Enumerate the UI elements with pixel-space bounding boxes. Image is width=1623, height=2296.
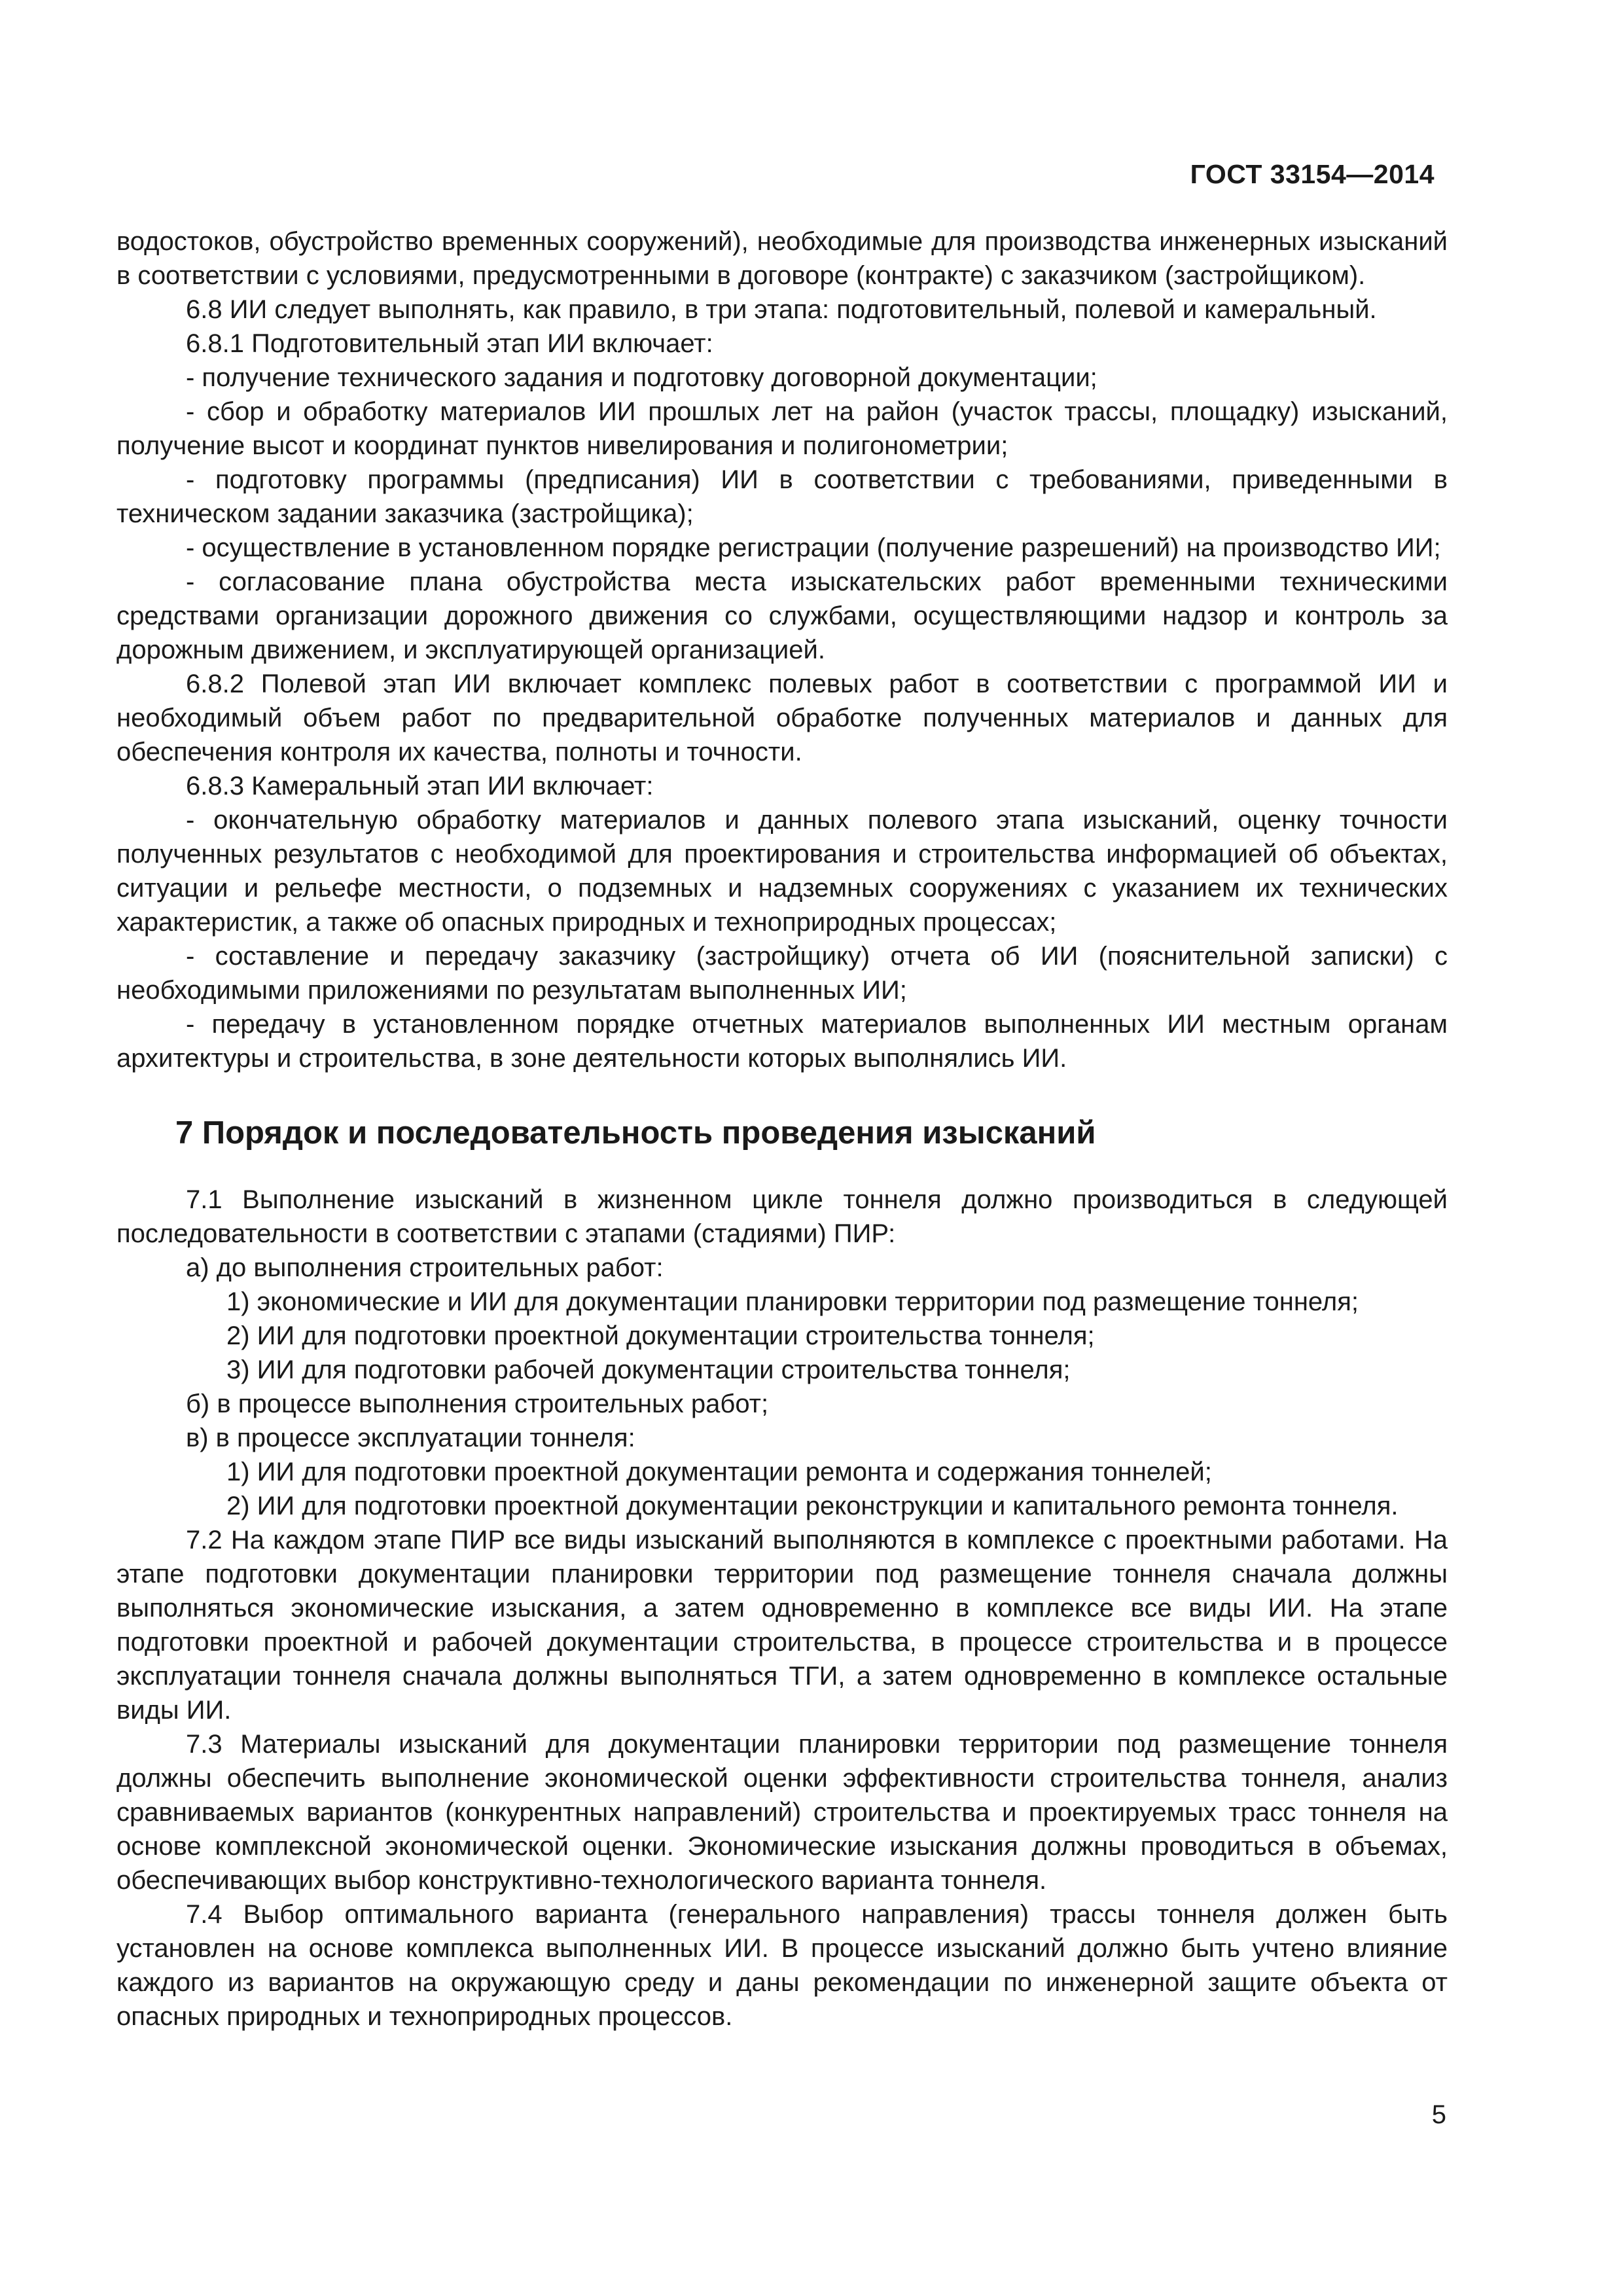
list-item: в) в процессе эксплуатации тоннеля: [186,1424,635,1452]
list-item: 3) ИИ для подготовки рабочей документации строительства тоннеля; [226,1355,1071,1384]
list-item: - согласование плана обустройства места изыскательских работ временными техническими средствами организации дорожного движения со службами, осуществляющими надзор и контроль за дорожным движением, и эксплуатирующей организацией. [116,567,1448,664]
list-item: - подготовку программы (предписания) ИИ в соответствии с требованиями, приведенными в техническом задании заказчика (застройщика); [116,465,1448,528]
paragraph: 6.8.3 Камеральный этап ИИ включает: [186,772,654,800]
section-heading: 7 Порядок и последовательность проведения изысканий [175,1115,1096,1151]
list-item: - получение технического задания и подготовку договорной документации; [186,363,1097,392]
paragraph: 7.3 Материалы изысканий для документации планировки территории под размещение тоннеля должны обеспечить выполнение экономической оценки эффективности строительства тоннеля, анализ сравниваемых вариантов (конкурентных направлений) строительства и проектируемых трасс тоннеля на основе комплексной экономической оценки. Экономические изыскания должны проводиться в объемах, обеспечивающих выбор конструктивно-технологического варианта тоннеля. [116,1730,1448,1895]
standard-code: ГОСТ 33154—2014 [1190,159,1435,189]
paragraph: 6.8.2 Полевой этап ИИ включает комплекс полевых работ в соответствии с программой ИИ и необходимый объем работ по предварительной обработке полученных материалов и данных для обеспечения контроля их качества, полноты и точности. [116,670,1448,766]
paragraph: водостоков, обустройство временных сооружений), необходимые для производства инженерных изысканий в соответствии с условиями, предусмотренными в договоре (контракте) с заказчиком (застройщиком). [116,227,1448,290]
list-item: 1) экономические и ИИ для документации планировки территории под размещение тоннеля; [226,1287,1359,1316]
list-item: б) в процессе выполнения строительных работ; [186,1390,769,1418]
list-item: 1) ИИ для подготовки проектной документации ремонта и содержания тоннелей; [226,1458,1212,1486]
list-item: 2) ИИ для подготовки проектной документации строительства тоннеля; [226,1321,1095,1350]
paragraph: 7.2 На каждом этапе ПИР все виды изысканий выполняются в комплексе с проектными работами. На этапе подготовки документации планировки территории под размещение тоннеля сначала должны выполняться экономические изыскания, а затем одновременно в комплексе все виды ИИ. На этапе подготовки проектной и рабочей документации строительства, в процессе строительства и в процессе эксплуатации тоннеля сначала должны выполняться ТГИ, а затем одновременно в комплексе остальные виды ИИ. [116,1526,1448,1725]
list-item: - осуществление в установленном порядке регистрации (получение разрешений) на производство ИИ; [186,533,1441,562]
list-item: 2) ИИ для подготовки проектной документации реконструкции и капитального ремонта тоннеля. [226,1492,1399,1520]
paragraph: 6.8.1 Подготовительный этап ИИ включает: [186,329,713,358]
page-number: 5 [1431,2100,1446,2129]
list-item: а) до выполнения строительных работ: [186,1253,664,1282]
list-item: - окончательную обработку материалов и данных полевого этапа изысканий, оценку точности полученных результатов с необходимой для проектирования и строительства информацией об объектах, ситуации и рельефе местности, о подземных и надземных сооружениях с указанием их технических характеристик, а также об опасных природных и технoприродных процессах; [116,806,1448,937]
paragraph: 6.8 ИИ следует выполнять, как правило, в три этапа: подготовительный, полевой и камеральный. [186,295,1377,324]
list-item: - составление и передачу заказчику (застройщику) отчета об ИИ (пояснительной записки) с необходимыми приложениями по результатам выполненных ИИ; [116,942,1448,1005]
paragraph: 7.1 Выполнение изысканий в жизненном цикле тоннеля должно производиться в следующей последовательности в соответствии с этапами (стадиями) ПИР: [116,1185,1448,1248]
list-item: - сбор и обработку материалов ИИ прошлых лет на район (участок трассы, площадку) изысканий, получение высот и координат пунктов нивелирования и полигонометрии; [116,397,1448,460]
paragraph: 7.4 Выбор оптимального варианта (генерального направления) трассы тоннеля должен быть установлен на основе комплекса выполненных ИИ. В процессе изысканий должно быть учтено влияние каждого из вариантов на окружающую среду и даны рекомендации по инженерной защите объекта от опасных природных и техноприродных процессов. [116,1900,1448,2031]
document-body [116,224,1448,2034]
list-item: - передачу в установленном порядке отчетных материалов выполненных ИИ местным органам архитектуры и строительства, в зоне деятельности которых выполнялись ИИ. [116,1010,1448,1073]
